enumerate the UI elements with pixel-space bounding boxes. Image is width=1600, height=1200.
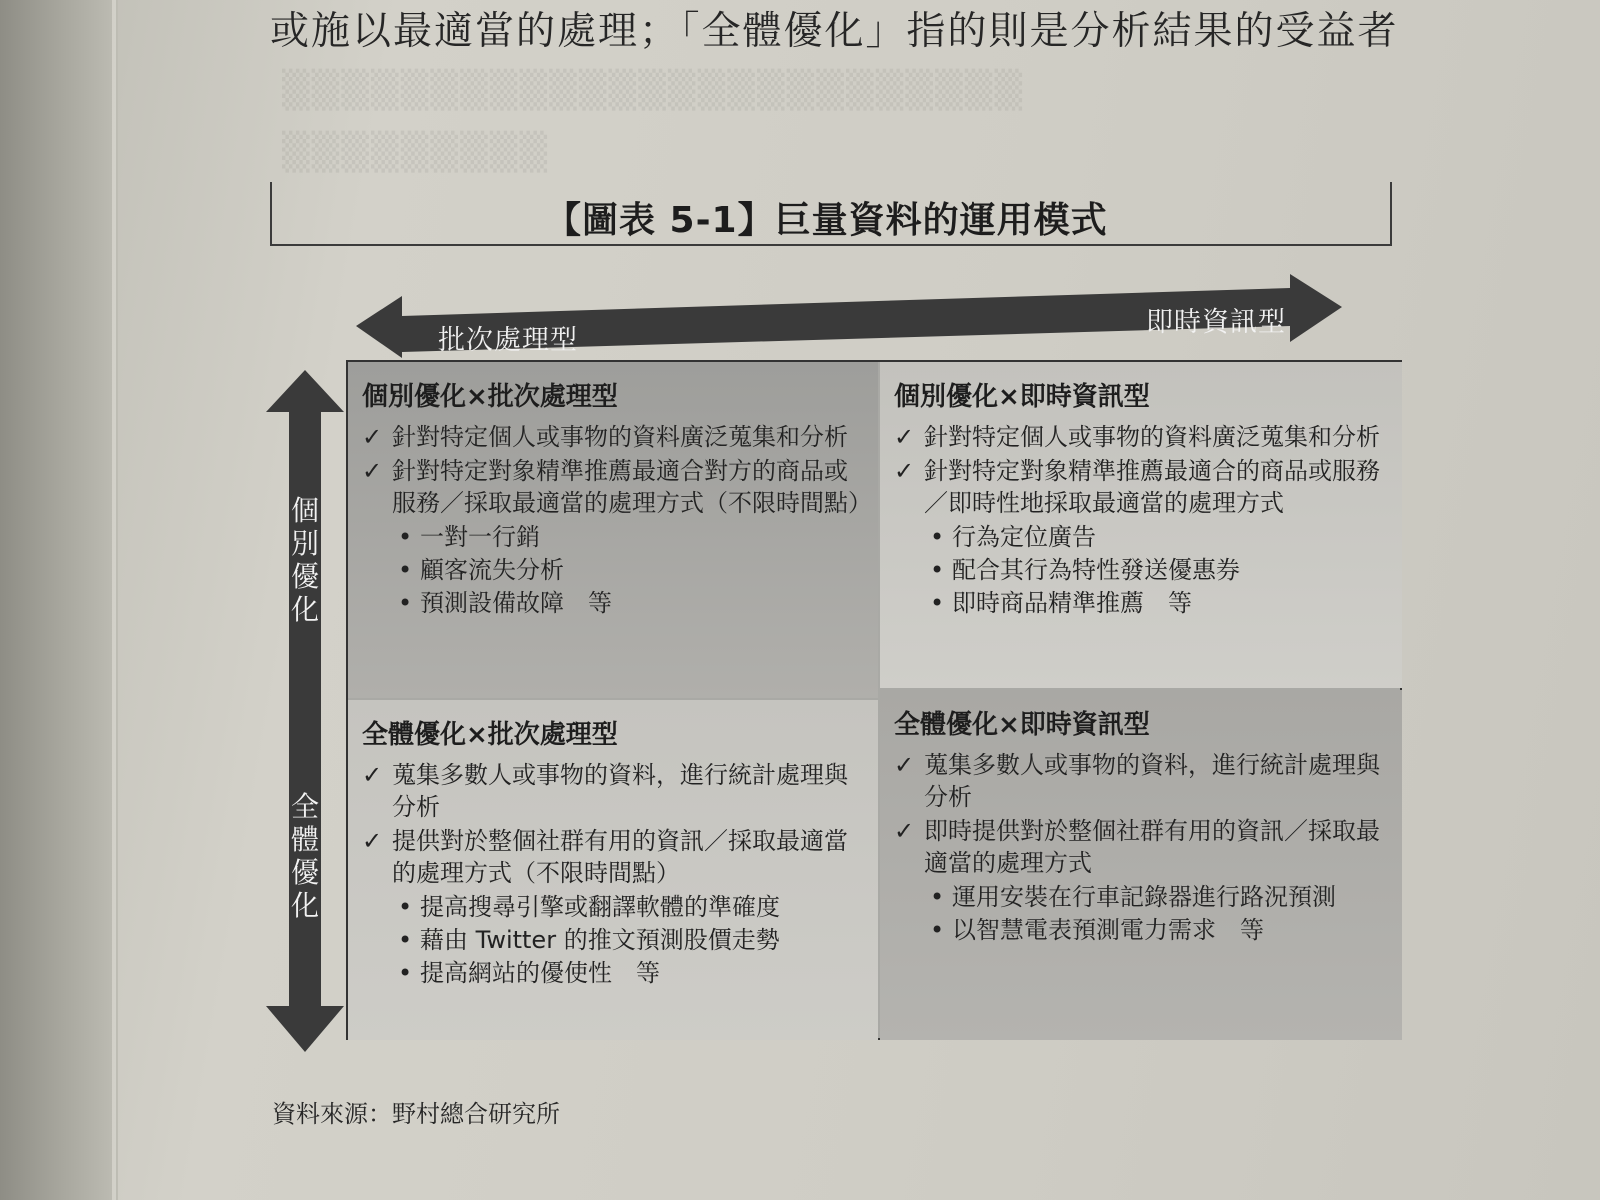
- show-through: ▒▒▒▒▒▒▒▒▒: [282, 132, 550, 173]
- check-item: [362, 455, 872, 519]
- check-text: 蒐集多數人或事物的資料，進行統計處理與分析: [924, 751, 1380, 811]
- bullet-item: [362, 924, 868, 957]
- check-text: 針對特定個人或事物的資料廣泛蒐集和分析: [392, 423, 848, 451]
- bullet-text: 配合其行為特性發送優惠券: [952, 556, 1240, 584]
- bullet-text: 顧客流失分析: [420, 556, 564, 584]
- quadrant-title: 個別優化×即時資訊型: [894, 382, 1150, 412]
- bullet-text: 提高搜尋引擎或翻譯軟體的準確度: [420, 893, 780, 921]
- check-icon: ✓: [894, 423, 915, 451]
- bullet-icon: •: [930, 916, 945, 944]
- check-item: [894, 815, 1392, 879]
- bullet-item: [894, 554, 1392, 587]
- check-item: [894, 455, 1392, 519]
- source-note: 資料來源：野村總合研究所: [272, 1100, 560, 1128]
- bullet-text: 提高網站的優使性 等: [420, 959, 660, 987]
- axis-label-individual: 個別優化: [290, 494, 319, 626]
- check-text: 蒐集多數人或事物的資料，進行統計處理與分析: [392, 761, 848, 821]
- bullet-text: 預測設備故障 等: [420, 589, 612, 617]
- bullet-text: 一對一行銷: [420, 523, 540, 551]
- bullet-item: [362, 957, 868, 990]
- figure-title: 【圖表 5-1】巨量資料的運用模式: [545, 200, 1108, 241]
- bullet-icon: •: [930, 589, 945, 617]
- check-text: 針對特定對象精準推薦最適合對方的商品或服務／採取最適當的處理方式（不限時間點）: [392, 457, 872, 517]
- check-icon: ✓: [362, 761, 383, 789]
- quadrant-overall-batch: [348, 700, 878, 1040]
- bullet-item: [362, 521, 868, 554]
- axis-label-overall: 全體優化: [290, 790, 319, 922]
- quadrant-individual-realtime: [880, 362, 1402, 688]
- quadrant-title: 個別優化×批次處理型: [362, 382, 618, 412]
- bullet-item: [894, 587, 1392, 620]
- check-icon: ✓: [362, 423, 383, 451]
- bullet-text: 藉由 Twitter 的推文預測股價走勢: [420, 926, 780, 954]
- bullet-text: 即時商品精準推薦 等: [952, 589, 1192, 617]
- body-text-line: 或施以最適當的處理；「全體優化」指的則是分析結果的受益者: [270, 9, 1399, 54]
- bullet-text: 行為定位廣告: [952, 523, 1096, 551]
- check-text: 即時提供對於整個社群有用的資訊／採取最適當的處理方式: [924, 817, 1380, 877]
- bullet-item: [894, 521, 1392, 554]
- bullet-item: [362, 891, 868, 924]
- bullet-icon: •: [930, 523, 945, 551]
- check-text: 提供對於整個社群有用的資訊／採取最適當的處理方式（不限時間點）: [392, 827, 848, 887]
- quadrant-title: 全體優化×批次處理型: [362, 720, 618, 750]
- bullet-icon: •: [398, 926, 413, 954]
- check-item: [362, 759, 868, 823]
- check-icon: ✓: [894, 817, 915, 845]
- check-icon: ✓: [362, 827, 383, 855]
- bullet-text: 運用安裝在行車記錄器進行路況預測: [952, 883, 1336, 911]
- bullet-item: [894, 881, 1392, 914]
- bullet-item: [362, 554, 868, 587]
- quadrant-title: 全體優化×即時資訊型: [894, 710, 1150, 740]
- bullet-item: [894, 914, 1392, 947]
- check-item: [894, 749, 1392, 813]
- check-text: 針對特定對象精準推薦最適合的商品或服務／即時性地採取最適當的處理方式: [924, 457, 1380, 517]
- bullet-icon: •: [398, 556, 413, 584]
- check-text: 針對特定個人或事物的資料廣泛蒐集和分析: [924, 423, 1380, 451]
- bullet-icon: •: [398, 523, 413, 551]
- bullet-icon: •: [398, 893, 413, 921]
- axis-label-batch: 批次處理型: [438, 325, 578, 356]
- bullet-icon: •: [930, 883, 945, 911]
- axis-label-realtime: 即時資訊型: [1146, 307, 1286, 338]
- check-item: [362, 825, 868, 889]
- usage-pattern-matrix: [346, 360, 1402, 1040]
- check-item: [362, 421, 868, 453]
- quadrant-overall-realtime: [880, 690, 1402, 1040]
- vertical-axis-arrow: [266, 370, 344, 1052]
- check-icon: ✓: [894, 457, 915, 485]
- quadrant-individual-batch: [348, 362, 878, 698]
- check-icon: ✓: [894, 751, 915, 779]
- bullet-icon: •: [398, 589, 413, 617]
- bullet-icon: •: [398, 959, 413, 987]
- bullet-text: 以智慧電表預測電力需求 等: [952, 916, 1264, 944]
- bullet-icon: •: [930, 556, 945, 584]
- check-item: [894, 421, 1392, 453]
- bullet-item: [362, 587, 868, 620]
- check-icon: ✓: [362, 457, 383, 485]
- show-through: ▒▒▒▒▒▒▒▒▒▒▒▒▒▒▒▒▒▒▒▒▒▒▒▒▒: [282, 70, 1025, 111]
